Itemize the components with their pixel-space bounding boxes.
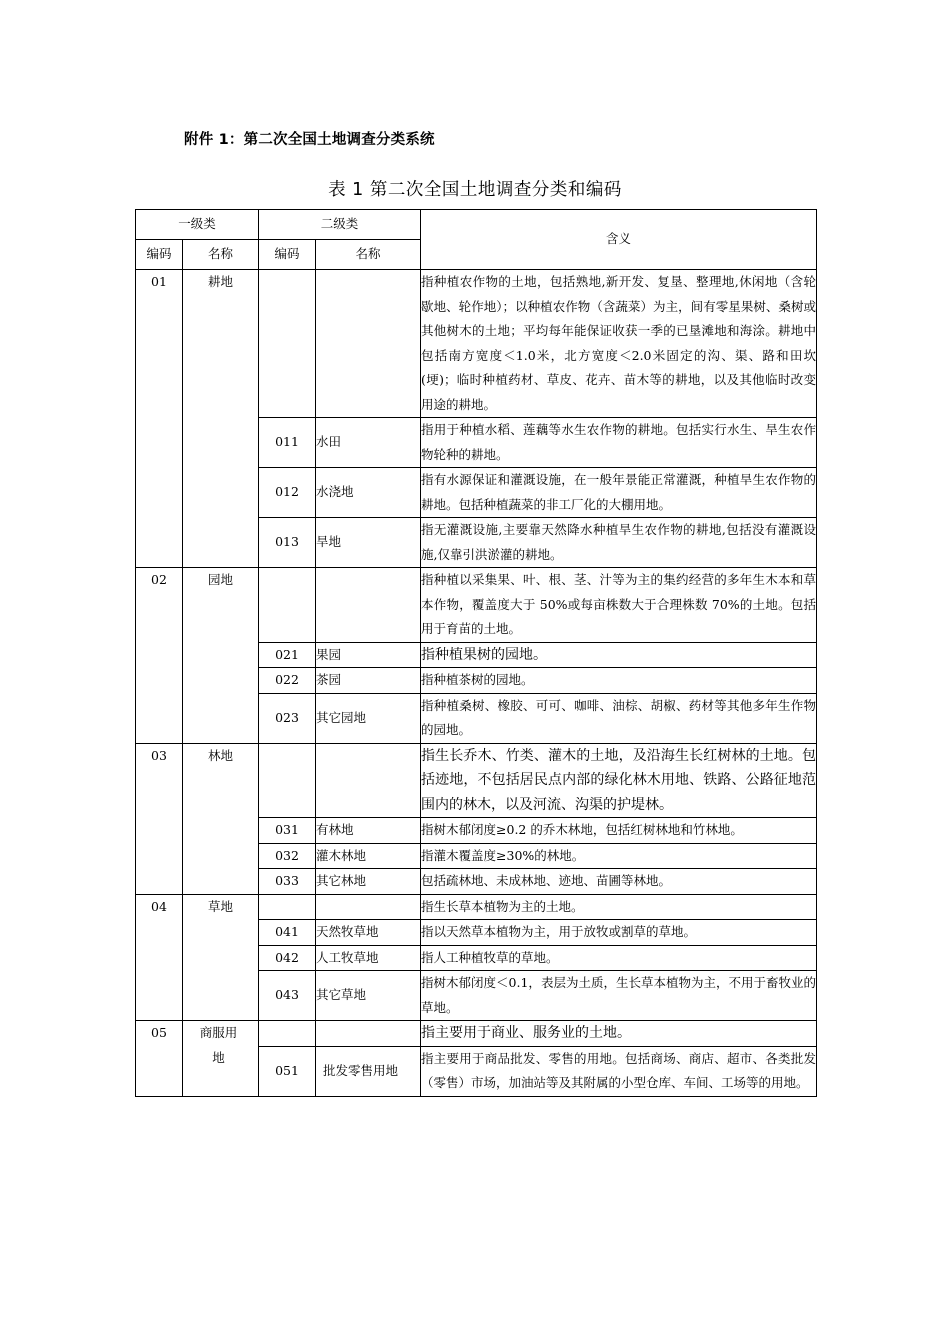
group-code: 04 xyxy=(136,894,183,1021)
empty-cell xyxy=(316,568,421,643)
sub-description: 指无灌溉设施,主要靠天然降水种植旱生农作物的耕地,包括没有灌溉设施,仅靠引洪淤灌的耕地。 xyxy=(421,518,817,568)
group-code: 05 xyxy=(136,1021,183,1097)
sub-name: 水浇地 xyxy=(316,468,421,518)
group-code: 01 xyxy=(136,270,183,568)
sub-name: 果园 xyxy=(316,642,421,668)
sub-code: 051 xyxy=(259,1046,316,1096)
group-description: 指种植农作物的土地，包括熟地,新开发、复垦、整理地,休闲地（含轮歇地、轮作地）；以种植农作物（含蔬菜）为主，间有零星果树、桑树或其他树木的土地；平均每年能保证收获一季的已垦滩地和海涂。耕地中包括南方宽度＜1.0米，北方宽度＜2.0米固定的沟、渠、路和田坎(埂)；临时种植药材、草皮、花卉、苗木等的耕地，以及其他临时改变用途的耕地。 xyxy=(421,270,817,418)
table-row xyxy=(136,894,817,920)
sub-name: 旱地 xyxy=(316,518,421,568)
sub-name: 批发零售用地 xyxy=(316,1046,421,1096)
sub-code: 033 xyxy=(259,869,316,895)
empty-cell xyxy=(259,743,316,818)
sub-description: 指树木郁闭度≥0.2 的乔木林地，包括红树林地和竹林地。 xyxy=(421,818,817,844)
sub-name: 人工牧草地 xyxy=(316,945,421,971)
sub-code: 022 xyxy=(259,668,316,694)
header-level2-code: 编码 xyxy=(259,240,316,270)
empty-cell xyxy=(316,270,421,418)
sub-name: 茶园 xyxy=(316,668,421,694)
header-level2-name: 名称 xyxy=(316,240,421,270)
sub-code: 043 xyxy=(259,971,316,1021)
group-description: 指种植以采集果、叶、根、茎、汁等为主的集约经营的多年生木本和草本作物，覆盖度大于 50%或每亩株数大于合理株数 70%的土地。包括用于育苗的土地。 xyxy=(421,568,817,643)
sub-name: 其它林地 xyxy=(316,869,421,895)
sub-code: 012 xyxy=(259,468,316,518)
empty-cell xyxy=(259,1021,316,1047)
sub-description: 指有水源保证和灌溉设施，在一般年景能正常灌溉，种植旱生农作物的耕地。包括种植蔬菜的非工厂化的大棚用地。 xyxy=(421,468,817,518)
table-title: 表 1 第二次全国土地调查分类和编码 xyxy=(328,180,622,200)
sub-name: 天然牧草地 xyxy=(316,920,421,946)
sub-description: 指以天然草本植物为主，用于放牧或割草的草地。 xyxy=(421,920,817,946)
group-description: 指生长乔木、竹类、灌木的土地，及沿海生长红树林的土地。包括迹地，不包括居民点内部的绿化林木用地、铁路、公路征地范围内的林木，以及河流、沟渠的护堤林。 xyxy=(421,743,817,818)
attachment-heading: 附件 1：第二次全国土地调查分类系统 xyxy=(184,132,435,148)
group-code: 02 xyxy=(136,568,183,744)
sub-description: 指树木郁闭度＜0.1，表层为土质，生长草本植物为主，不用于畜牧业的草地。 xyxy=(421,971,817,1021)
header-level2: 二级类 xyxy=(259,210,421,240)
header-level1-name: 名称 xyxy=(183,240,259,270)
group-name: 商服用地 xyxy=(183,1021,259,1097)
sub-code: 011 xyxy=(259,418,316,468)
header-meaning: 含义 xyxy=(421,210,817,270)
group-code: 03 xyxy=(136,743,183,894)
sub-name: 其它园地 xyxy=(316,693,421,743)
sub-code: 042 xyxy=(259,945,316,971)
sub-code: 031 xyxy=(259,818,316,844)
sub-description: 指种植茶树的园地。 xyxy=(421,668,817,694)
sub-name: 水田 xyxy=(316,418,421,468)
table-row xyxy=(136,270,817,418)
sub-description: 指主要用于商品批发、零售的用地。包括商场、商店、超市、各类批发（零售）市场，加油站等及其附属的小型仓库、车间、工场等的用地。 xyxy=(421,1046,817,1096)
header-level1: 一级类 xyxy=(136,210,259,240)
sub-name: 有林地 xyxy=(316,818,421,844)
group-description: 指主要用于商业、服务业的土地。 xyxy=(421,1021,817,1047)
sub-code: 041 xyxy=(259,920,316,946)
group-name: 林地 xyxy=(183,743,259,894)
empty-cell xyxy=(259,568,316,643)
sub-description: 指种植桑树、橡胶、可可、咖啡、油棕、胡椒、药材等其他多年生作物的园地。 xyxy=(421,693,817,743)
empty-cell xyxy=(316,894,421,920)
sub-code: 032 xyxy=(259,843,316,869)
sub-description: 指用于种植水稻、莲藕等水生农作物的耕地。包括实行水生、旱生农作物轮种的耕地。 xyxy=(421,418,817,468)
sub-code: 013 xyxy=(259,518,316,568)
sub-code: 023 xyxy=(259,693,316,743)
empty-cell xyxy=(316,1021,421,1047)
empty-cell xyxy=(316,743,421,818)
group-description: 指生长草本植物为主的土地。 xyxy=(421,894,817,920)
empty-cell xyxy=(259,270,316,418)
sub-name: 灌木林地 xyxy=(316,843,421,869)
table-row xyxy=(136,1021,817,1047)
sub-description: 包括疏林地、未成林地、迹地、苗圃等林地。 xyxy=(421,869,817,895)
sub-name: 其它草地 xyxy=(316,971,421,1021)
sub-description: 指灌木覆盖度≥30%的林地。 xyxy=(421,843,817,869)
sub-description: 指种植果树的园地。 xyxy=(421,642,817,668)
table-row xyxy=(136,568,817,643)
sub-description: 指人工种植牧草的草地。 xyxy=(421,945,817,971)
header-level1-code: 编码 xyxy=(136,240,183,270)
group-name: 草地 xyxy=(183,894,259,1021)
table-row xyxy=(136,743,817,818)
land-classification-table xyxy=(135,209,817,1097)
group-name: 耕地 xyxy=(183,270,259,568)
empty-cell xyxy=(259,894,316,920)
group-name: 园地 xyxy=(183,568,259,744)
sub-code: 021 xyxy=(259,642,316,668)
